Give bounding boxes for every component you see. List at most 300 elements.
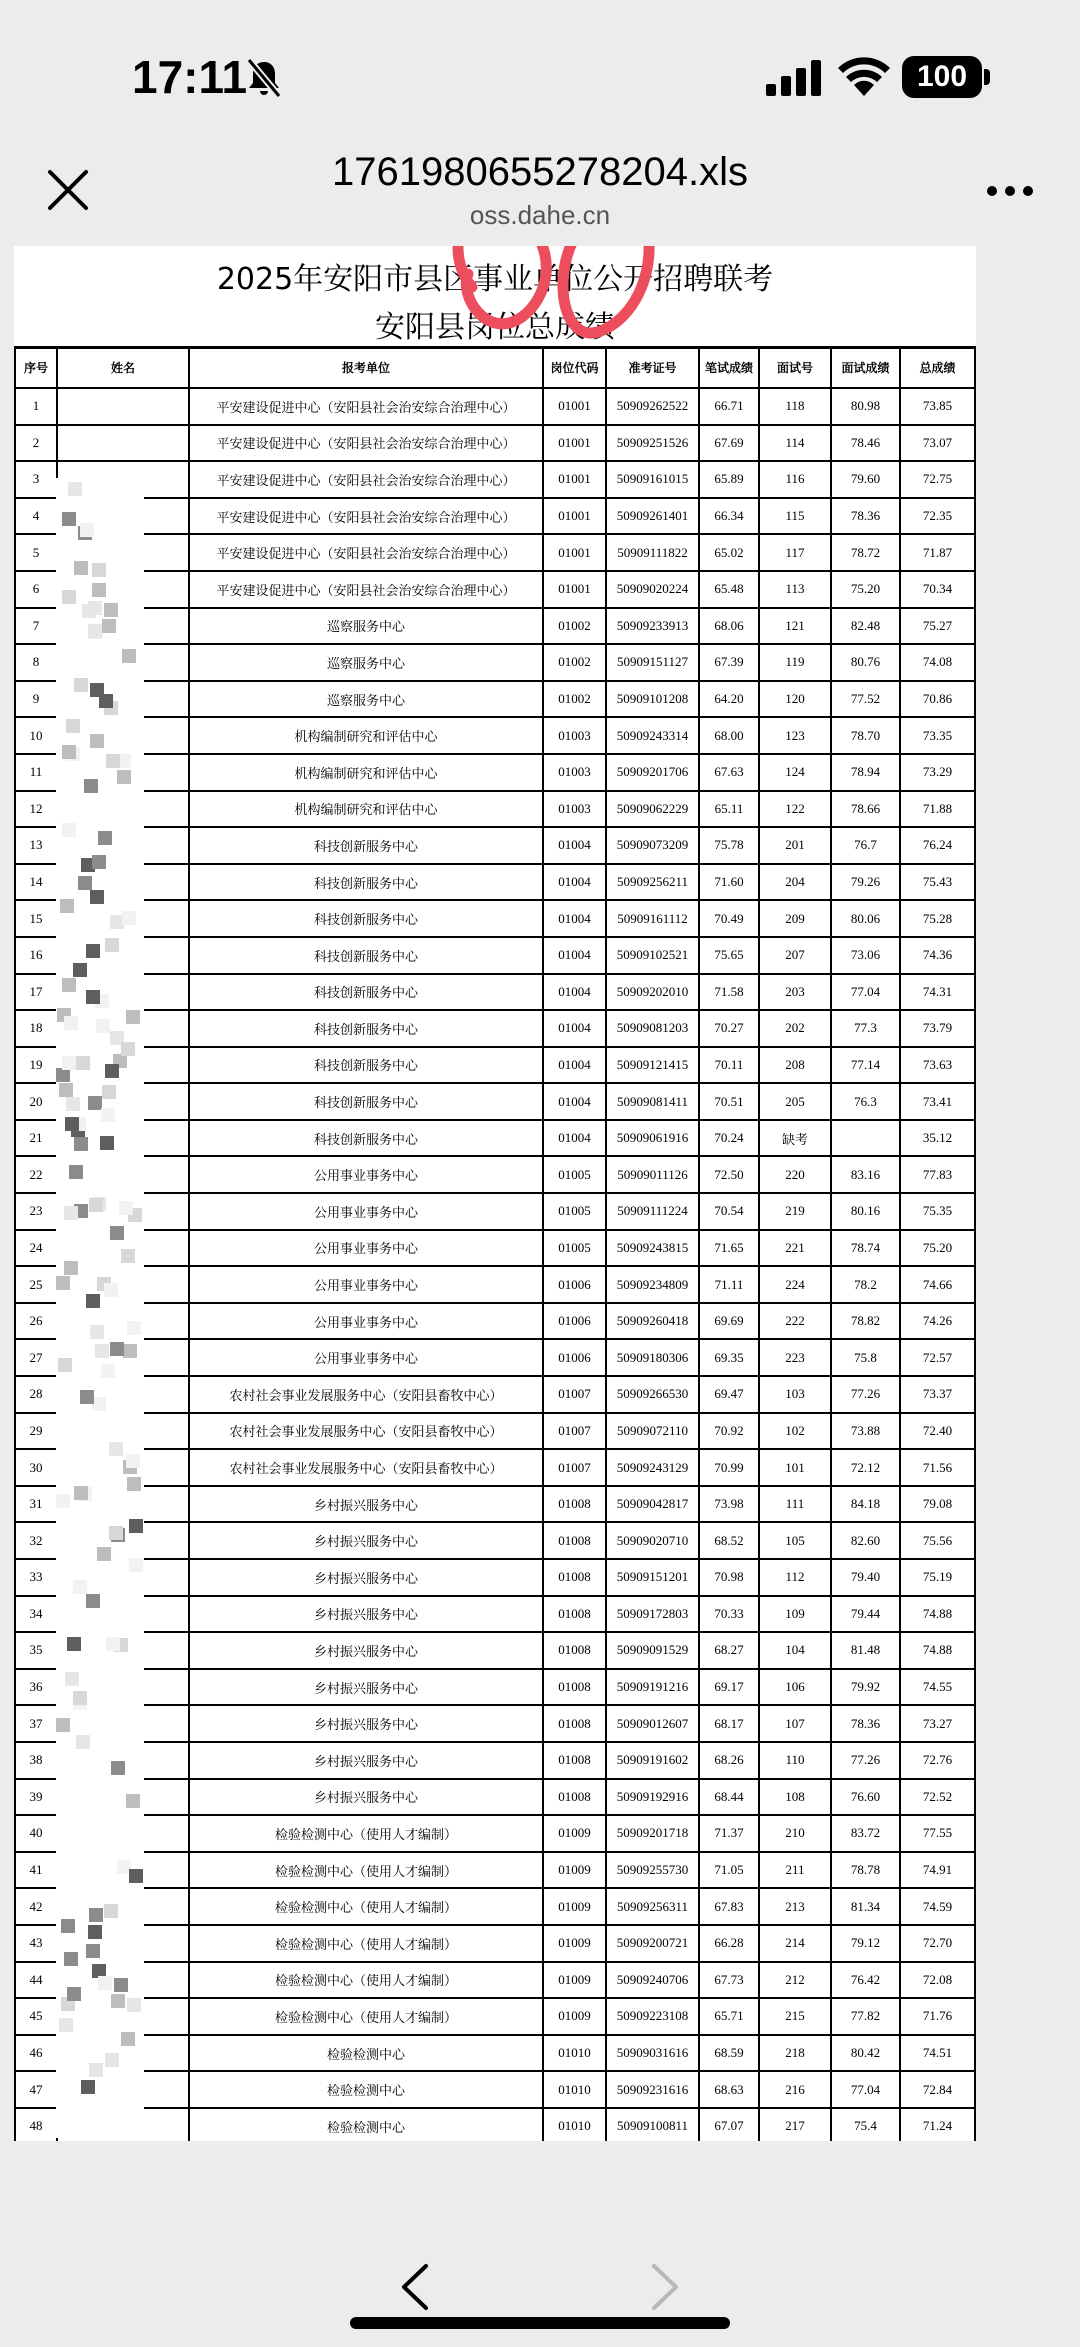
written-score: 65.02 — [699, 534, 759, 571]
total-score: 77.55 — [900, 1815, 975, 1852]
unit-cell: 平安建设促进中心（安阳县社会治安综合治理中心） — [189, 388, 543, 425]
pixel-block — [102, 1085, 116, 1099]
total-score: 73.29 — [900, 754, 975, 791]
spreadsheet-preview[interactable] — [14, 246, 976, 2141]
pixel-block — [62, 512, 76, 526]
written-score: 68.27 — [699, 1632, 759, 1669]
interview-score: 80.98 — [831, 388, 900, 425]
row-index: 10 — [15, 717, 57, 754]
row-index: 11 — [15, 754, 57, 791]
row-index: 17 — [15, 974, 57, 1011]
home-indicator[interactable] — [350, 2317, 730, 2329]
interview-number: 210 — [759, 1815, 831, 1852]
unit-cell: 平安建设促进中心（安阳县社会治安综合治理中心） — [189, 571, 543, 608]
interview-score: 80.42 — [831, 2035, 900, 2072]
pixel-block — [100, 1136, 114, 1150]
unit-cell: 乡村振兴服务中心 — [189, 1779, 543, 1816]
pixel-block — [61, 1919, 75, 1933]
pixel-block — [88, 1925, 102, 1939]
pixel-block — [97, 1547, 111, 1561]
pixel-block — [111, 1994, 125, 2008]
total-score: 75.35 — [900, 1193, 975, 1230]
table-row — [15, 644, 975, 681]
post-code: 01002 — [543, 644, 606, 681]
interview-number: 217 — [759, 2108, 831, 2141]
post-code: 01010 — [543, 2108, 606, 2141]
chevron-left-icon[interactable] — [398, 2262, 432, 2312]
interview-score: 81.48 — [831, 1632, 900, 1669]
pixel-block — [73, 963, 87, 977]
pixel-block — [89, 2063, 103, 2077]
exam-number: 50909251526 — [606, 425, 699, 462]
post-code: 01009 — [543, 1962, 606, 1999]
unit-cell: 科技创新服务中心 — [189, 827, 543, 864]
pixel-block — [126, 1454, 140, 1468]
status-time: 17:11 — [132, 51, 248, 103]
written-score: 75.65 — [699, 937, 759, 974]
interview-score: 73.06 — [831, 937, 900, 974]
row-index: 13 — [15, 827, 57, 864]
written-score: 70.11 — [699, 1047, 759, 1084]
pixel-block — [56, 1276, 70, 1290]
interview-score: 77.52 — [831, 681, 900, 718]
total-score: 71.88 — [900, 791, 975, 828]
interview-number: 115 — [759, 498, 831, 535]
unit-cell: 检验检测中心 — [189, 2071, 543, 2108]
total-score: 72.76 — [900, 1742, 975, 1779]
pixel-block — [105, 2053, 119, 2067]
pixel-block — [86, 990, 100, 1004]
written-score: 70.54 — [699, 1193, 759, 1230]
interview-number: 110 — [759, 1742, 831, 1779]
written-score: 68.06 — [699, 608, 759, 645]
pixel-block — [88, 624, 102, 638]
row-index: 46 — [15, 2035, 57, 2072]
table-row — [15, 1339, 975, 1376]
post-code: 01009 — [543, 1925, 606, 1962]
row-index: 27 — [15, 1339, 57, 1376]
exam-number: 50909091529 — [606, 1632, 699, 1669]
interview-score: 78.36 — [831, 498, 900, 535]
pixel-block — [95, 1344, 109, 1358]
pixel-block — [92, 1397, 106, 1411]
total-score: 74.88 — [900, 1596, 975, 1633]
interview-number: 111 — [759, 1486, 831, 1523]
total-score: 75.20 — [900, 1230, 975, 1267]
pixel-block — [99, 694, 113, 708]
written-score: 67.07 — [699, 2108, 759, 2141]
table-row — [15, 1779, 975, 1816]
pixel-block — [104, 1283, 118, 1297]
interview-number: 123 — [759, 717, 831, 754]
wifi-icon — [838, 56, 890, 96]
unit-cell: 公用事业事务中心 — [189, 1303, 543, 1340]
pixel-block — [109, 1442, 123, 1456]
written-score: 70.99 — [699, 1449, 759, 1486]
pixel-block — [64, 1206, 78, 1220]
table-row — [15, 864, 975, 901]
unit-cell: 巡察服务中心 — [189, 681, 543, 718]
interview-number: 211 — [759, 1852, 831, 1889]
post-code: 01001 — [543, 425, 606, 462]
post-code: 01004 — [543, 900, 606, 937]
row-index: 26 — [15, 1303, 57, 1340]
total-score: 74.08 — [900, 644, 975, 681]
written-score: 68.00 — [699, 717, 759, 754]
row-index: 41 — [15, 1852, 57, 1889]
pixel-block — [76, 1735, 90, 1749]
total-score: 73.27 — [900, 1705, 975, 1742]
written-score: 67.73 — [699, 1962, 759, 1999]
written-score: 65.89 — [699, 461, 759, 498]
interview-score: 77.14 — [831, 1047, 900, 1084]
unit-cell: 机构编制研究和评估中心 — [189, 717, 543, 754]
interview-score: 76.42 — [831, 1962, 900, 1999]
row-index: 45 — [15, 1998, 57, 2035]
table-row — [15, 2108, 975, 2141]
post-code: 01006 — [543, 1303, 606, 1340]
post-code: 01008 — [543, 1596, 606, 1633]
pixel-block — [59, 2018, 73, 2032]
post-code: 01001 — [543, 534, 606, 571]
exam-number: 50909260418 — [606, 1303, 699, 1340]
unit-cell: 科技创新服务中心 — [189, 1083, 543, 1120]
unit-cell: 科技创新服务中心 — [189, 937, 543, 974]
interview-score: 77.26 — [831, 1376, 900, 1413]
interview-number: 118 — [759, 388, 831, 425]
pixel-block — [111, 1761, 125, 1775]
pixel-block — [121, 1249, 135, 1263]
table-row — [15, 1815, 975, 1852]
written-score: 70.33 — [699, 1596, 759, 1633]
total-score: 74.36 — [900, 937, 975, 974]
written-score: 66.71 — [699, 388, 759, 425]
pixel-block — [64, 1261, 78, 1275]
unit-cell: 农村社会事业发展服务中心（安阳县畜牧中心） — [189, 1376, 543, 1413]
post-code: 01003 — [543, 754, 606, 791]
pixel-block — [58, 1358, 72, 1372]
interview-score: 76.60 — [831, 1779, 900, 1816]
total-score: 75.27 — [900, 608, 975, 645]
row-index: 7 — [15, 608, 57, 645]
written-score: 68.44 — [699, 1779, 759, 1816]
written-score: 67.69 — [699, 425, 759, 462]
unit-cell: 公用事业事务中心 — [189, 1339, 543, 1376]
pixel-block — [98, 1976, 112, 1990]
pixel-block — [74, 678, 88, 692]
exam-number: 50909151127 — [606, 644, 699, 681]
total-score: 73.37 — [900, 1376, 975, 1413]
interview-score: 78.46 — [831, 425, 900, 462]
pixel-block — [66, 719, 80, 733]
interview-number: 104 — [759, 1632, 831, 1669]
interview-number: 107 — [759, 1705, 831, 1742]
unit-cell: 公用事业事务中心 — [189, 1266, 543, 1303]
row-index: 5 — [15, 534, 57, 571]
unit-cell: 检验检测中心（使用人才编制） — [189, 1888, 543, 1925]
table-row — [15, 754, 975, 791]
total-score: 73.63 — [900, 1047, 975, 1084]
interview-score: 79.40 — [831, 1559, 900, 1596]
row-index: 30 — [15, 1449, 57, 1486]
exam-number: 50909031616 — [606, 2035, 699, 2072]
exam-number: 50909243314 — [606, 717, 699, 754]
exam-number: 50909011126 — [606, 1156, 699, 1193]
unit-cell: 公用事业事务中心 — [189, 1193, 543, 1230]
interview-number: 222 — [759, 1303, 831, 1340]
table-row — [15, 498, 975, 535]
pixel-block — [62, 1056, 76, 1070]
interview-number: 224 — [759, 1266, 831, 1303]
written-score: 68.26 — [699, 1742, 759, 1779]
interview-score: 75.4 — [831, 2108, 900, 2141]
pixel-block — [64, 1016, 78, 1030]
post-code: 01004 — [543, 974, 606, 1011]
interview-score: 77.04 — [831, 2071, 900, 2108]
column-header: 岗位代码 — [543, 348, 606, 388]
interview-number: 209 — [759, 900, 831, 937]
total-score: 75.19 — [900, 1559, 975, 1596]
interview-number: 214 — [759, 1925, 831, 1962]
total-score: 71.56 — [900, 1449, 975, 1486]
column-header: 序号 — [15, 348, 57, 388]
table-row — [15, 1486, 975, 1523]
exam-number: 50909231616 — [606, 2071, 699, 2108]
table-row — [15, 1413, 975, 1450]
row-index: 44 — [15, 1962, 57, 1999]
total-score: 70.34 — [900, 571, 975, 608]
unit-cell: 乡村振兴服务中心 — [189, 1559, 543, 1596]
pixel-block — [90, 734, 104, 748]
table-row — [15, 1303, 975, 1340]
pixel-block — [67, 1637, 81, 1651]
interview-number: 220 — [759, 1156, 831, 1193]
post-code: 01008 — [543, 1742, 606, 1779]
exam-number: 50909202010 — [606, 974, 699, 1011]
row-index: 32 — [15, 1522, 57, 1559]
written-score: 71.60 — [699, 864, 759, 901]
pixel-block — [74, 1137, 88, 1151]
row-index: 29 — [15, 1413, 57, 1450]
row-index: 4 — [15, 498, 57, 535]
interview-score: 77.26 — [831, 1742, 900, 1779]
unit-cell: 检验检测中心 — [189, 2108, 543, 2141]
unit-cell: 平安建设促进中心（安阳县社会治安综合治理中心） — [189, 461, 543, 498]
interview-number: 205 — [759, 1083, 831, 1120]
exam-number: 50909072110 — [606, 1413, 699, 1450]
table-row — [15, 1047, 975, 1084]
exam-number: 50909100811 — [606, 2108, 699, 2141]
total-score: 72.84 — [900, 2071, 975, 2108]
row-index: 39 — [15, 1779, 57, 1816]
total-score: 75.28 — [900, 900, 975, 937]
written-score: 68.63 — [699, 2071, 759, 2108]
pixel-block — [127, 1321, 141, 1335]
interview-score: 78.94 — [831, 754, 900, 791]
interview-number: 219 — [759, 1193, 831, 1230]
row-index: 40 — [15, 1815, 57, 1852]
interview-score: 78.36 — [831, 1705, 900, 1742]
post-code: 01008 — [543, 1669, 606, 1706]
interview-score: 83.16 — [831, 1156, 900, 1193]
table-row — [15, 1632, 975, 1669]
exam-number: 50909234809 — [606, 1266, 699, 1303]
post-code: 01008 — [543, 1522, 606, 1559]
interview-score: 83.72 — [831, 1815, 900, 1852]
exam-number: 50909081203 — [606, 1010, 699, 1047]
post-code: 01005 — [543, 1156, 606, 1193]
interview-number: 117 — [759, 534, 831, 571]
written-score: 65.48 — [699, 571, 759, 608]
interview-number: 213 — [759, 1888, 831, 1925]
total-score: 72.35 — [900, 498, 975, 535]
interview-number: 103 — [759, 1376, 831, 1413]
privacy-pixelation — [56, 478, 144, 2138]
exam-number: 50909261401 — [606, 498, 699, 535]
unit-cell: 平安建设促进中心（安阳县社会治安综合治理中心） — [189, 498, 543, 535]
row-index: 12 — [15, 791, 57, 828]
unit-cell: 检验检测中心 — [189, 2035, 543, 2072]
total-score: 74.88 — [900, 1632, 975, 1669]
unit-cell: 科技创新服务中心 — [189, 864, 543, 901]
pixel-block — [109, 1526, 123, 1540]
interview-score: 79.44 — [831, 1596, 900, 1633]
bell-muted-icon — [245, 58, 283, 98]
unit-cell: 乡村振兴服务中心 — [189, 1522, 543, 1559]
doc-title-line1: 2025年安阳市县区事业单位公开招聘联考 — [216, 262, 774, 297]
post-code: 01006 — [543, 1339, 606, 1376]
pixel-block — [62, 590, 76, 604]
row-index: 38 — [15, 1742, 57, 1779]
total-score: 79.08 — [900, 1486, 975, 1523]
unit-cell: 农村社会事业发展服务中心（安阳县畜牧中心） — [189, 1413, 543, 1450]
table-row — [15, 791, 975, 828]
table-row — [15, 900, 975, 937]
row-index: 25 — [15, 1266, 57, 1303]
written-score: 75.78 — [699, 827, 759, 864]
chevron-right-icon[interactable] — [648, 2262, 682, 2312]
post-code: 01003 — [543, 791, 606, 828]
interview-score: 78.74 — [831, 1230, 900, 1267]
pixel-block — [76, 1056, 90, 1070]
post-code: 01004 — [543, 827, 606, 864]
written-score: 67.39 — [699, 644, 759, 681]
total-score: 74.31 — [900, 974, 975, 1011]
pixel-block — [67, 1987, 81, 2001]
doc-title-line2: 安阳县岗位总成绩 — [375, 310, 615, 345]
written-score: 68.17 — [699, 1705, 759, 1742]
table-row — [15, 1596, 975, 1633]
interview-score: 78.82 — [831, 1303, 900, 1340]
pixel-block — [114, 1978, 128, 1992]
interview-number: 109 — [759, 1596, 831, 1633]
pixel-block — [86, 1294, 100, 1308]
more-icon[interactable] — [986, 185, 1034, 197]
interview-number: 102 — [759, 1413, 831, 1450]
pixel-block — [88, 1096, 102, 1110]
exam-number: 50909243815 — [606, 1230, 699, 1267]
table-row — [15, 1852, 975, 1889]
interview-score: 79.92 — [831, 1669, 900, 1706]
pixel-block — [126, 1010, 140, 1024]
file-domain: oss.dahe.cn — [469, 200, 611, 230]
unit-cell: 检验检测中心（使用人才编制） — [189, 1852, 543, 1889]
post-code: 01008 — [543, 1779, 606, 1816]
unit-cell: 平安建设促进中心（安阳县社会治安综合治理中心） — [189, 425, 543, 462]
exam-number: 50909233913 — [606, 608, 699, 645]
post-code: 01007 — [543, 1449, 606, 1486]
table-row — [15, 1449, 975, 1486]
pixel-block — [106, 754, 120, 768]
post-code: 01007 — [543, 1413, 606, 1450]
pixel-block — [129, 1869, 143, 1883]
table-row — [15, 1230, 975, 1267]
interview-score: 79.60 — [831, 461, 900, 498]
row-index: 48 — [15, 2108, 57, 2141]
table-row — [15, 2071, 975, 2108]
unit-cell: 乡村振兴服务中心 — [189, 1596, 543, 1633]
written-score: 72.50 — [699, 1156, 759, 1193]
pixel-block — [110, 1342, 124, 1356]
interview-number: 203 — [759, 974, 831, 1011]
total-score: 71.87 — [900, 534, 975, 571]
interview-number: 208 — [759, 1047, 831, 1084]
total-score: 75.56 — [900, 1522, 975, 1559]
exam-number: 50909256211 — [606, 864, 699, 901]
pixel-block — [68, 482, 82, 496]
written-score: 69.47 — [699, 1376, 759, 1413]
table-row — [15, 461, 975, 498]
interview-number: 105 — [759, 1522, 831, 1559]
written-score: 69.35 — [699, 1339, 759, 1376]
pixel-block — [127, 1477, 141, 1491]
exam-number: 50909012607 — [606, 1705, 699, 1742]
exam-number: 50909081411 — [606, 1083, 699, 1120]
total-score: 71.24 — [900, 2108, 975, 2141]
exam-number: 50909201718 — [606, 1815, 699, 1852]
interview-number: 201 — [759, 827, 831, 864]
interview-score: 80.16 — [831, 1193, 900, 1230]
pixel-block — [64, 1952, 78, 1966]
pixel-block — [62, 745, 76, 759]
row-index: 6 — [15, 571, 57, 608]
pixel-block — [59, 1083, 73, 1097]
interview-number: 124 — [759, 754, 831, 791]
pixel-block — [129, 1558, 143, 1572]
exam-number: 50909255730 — [606, 1852, 699, 1889]
table-row — [15, 1888, 975, 1925]
exam-number: 50909020224 — [606, 571, 699, 608]
table-header-row — [15, 348, 975, 388]
pixel-block — [65, 1672, 79, 1686]
interview-score — [831, 1120, 900, 1157]
unit-cell: 检验检测中心（使用人才编制） — [189, 1998, 543, 2035]
written-score: 64.20 — [699, 681, 759, 718]
exam-number: 50909192916 — [606, 1779, 699, 1816]
interview-score: 78.70 — [831, 717, 900, 754]
unit-cell: 科技创新服务中心 — [189, 1010, 543, 1047]
total-score: 74.66 — [900, 1266, 975, 1303]
unit-cell: 检验检测中心（使用人才编制） — [189, 1815, 543, 1852]
pixel-block — [65, 1117, 79, 1131]
interview-score: 75.20 — [831, 571, 900, 608]
total-score: 72.52 — [900, 1779, 975, 1816]
row-index: 1 — [15, 388, 57, 425]
exam-number: 50909240706 — [606, 1962, 699, 1999]
pixel-block — [129, 1519, 143, 1533]
table-row — [15, 388, 975, 425]
interview-number: 108 — [759, 1779, 831, 1816]
